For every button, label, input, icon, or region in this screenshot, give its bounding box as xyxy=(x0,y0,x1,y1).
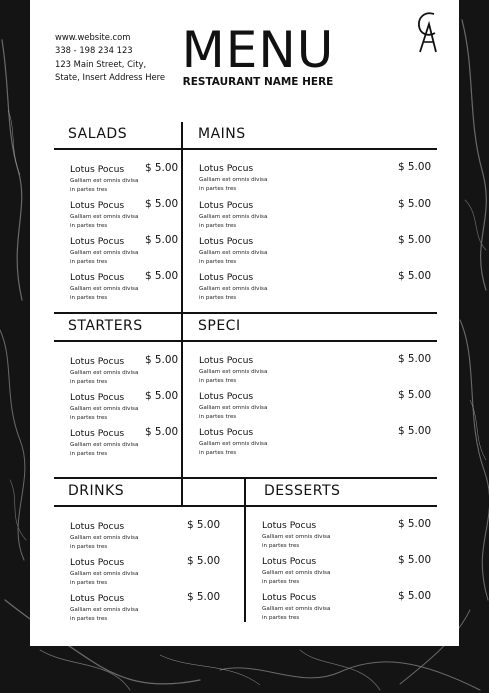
monogram-logo xyxy=(416,10,440,54)
item-price: $ 5.00 xyxy=(398,389,432,401)
section-title-desserts: DESSERTS xyxy=(264,483,341,499)
item-name: Lotus Pocus xyxy=(70,593,125,604)
divider-line xyxy=(54,340,437,342)
item-name: Lotus Pocus xyxy=(262,592,317,603)
item-price: $ 5.00 xyxy=(145,390,179,402)
item-description: Galliam est omnis divisa in partes tres xyxy=(199,250,268,265)
menu-item xyxy=(70,593,142,624)
item-name: Lotus Pocus xyxy=(70,164,125,175)
item-name: Lotus Pocus xyxy=(70,272,125,283)
item-description: Galliam est omnis divisa in partes tres xyxy=(70,607,139,622)
item-price: $ 5.00 xyxy=(145,354,179,366)
menu-item xyxy=(199,272,271,303)
column-divider xyxy=(181,477,183,505)
item-price: $ 5.00 xyxy=(145,198,179,210)
menu-item xyxy=(70,236,142,267)
item-price: $ 5.00 xyxy=(398,198,432,210)
divider-line xyxy=(54,148,437,150)
phone-text: 338 - 198 234 123 xyxy=(55,45,133,56)
item-name: Lotus Pocus xyxy=(199,272,254,283)
column-divider xyxy=(244,477,246,622)
item-name: Lotus Pocus xyxy=(262,520,317,531)
column-divider xyxy=(181,122,183,312)
item-name: Lotus Pocus xyxy=(70,557,125,568)
divider-line xyxy=(54,312,437,314)
menu-item xyxy=(199,200,271,231)
item-description: Galliam est omnis divisa in partes tres xyxy=(70,370,139,385)
menu-item xyxy=(262,592,334,623)
item-name: Lotus Pocus xyxy=(70,392,125,403)
item-price: $ 5.00 xyxy=(398,270,432,282)
menu-item xyxy=(199,163,271,194)
item-price: $ 5.00 xyxy=(398,425,432,437)
item-price: $ 5.00 xyxy=(145,162,179,174)
section-title-speci: SPECI xyxy=(198,318,241,334)
column-divider xyxy=(181,312,183,478)
item-description: Galliam est omnis divisa in partes tres xyxy=(70,535,139,550)
menu-item xyxy=(199,391,271,422)
menu-item xyxy=(70,557,142,588)
section-title-mains: MAINS xyxy=(198,126,246,142)
item-price: $ 5.00 xyxy=(398,161,432,173)
item-description: Galliam est omnis divisa in partes tres xyxy=(199,405,268,420)
section-title-salads: SALADS xyxy=(68,126,128,142)
item-description: Galliam est omnis divisa in partes tres xyxy=(70,178,139,193)
section-title-drinks: DRINKS xyxy=(68,483,125,499)
menu-item xyxy=(199,355,271,386)
item-description: Galliam est omnis divisa in partes tres xyxy=(70,286,139,301)
item-description: Galliam est omnis divisa in partes tres xyxy=(70,250,139,265)
item-name: Lotus Pocus xyxy=(199,236,254,247)
item-description: Galliam est omnis divisa in partes tres xyxy=(199,214,268,229)
item-name: Lotus Pocus xyxy=(199,200,254,211)
item-name: Lotus Pocus xyxy=(199,355,254,366)
item-price: $ 5.00 xyxy=(398,518,432,530)
menu-item xyxy=(262,520,334,551)
item-price: $ 5.00 xyxy=(187,591,221,603)
address-line-1: 123 Main Street, City, xyxy=(55,58,147,69)
item-name: Lotus Pocus xyxy=(199,391,254,402)
menu-item xyxy=(70,428,142,459)
item-description: Galliam est omnis divisa in partes tres xyxy=(262,570,331,585)
restaurant-name: RESTAURANT NAME HERE xyxy=(182,76,334,88)
item-name: Lotus Pocus xyxy=(262,556,317,567)
menu-item xyxy=(199,427,271,458)
menu-item xyxy=(199,236,271,267)
item-description: Galliam est omnis divisa in partes tres xyxy=(70,406,139,421)
item-name: Lotus Pocus xyxy=(199,163,254,174)
item-description: Galliam est omnis divisa in partes tres xyxy=(70,442,139,457)
menu-item xyxy=(70,164,142,195)
item-price: $ 5.00 xyxy=(187,555,221,567)
item-description: Galliam est omnis divisa in partes tres xyxy=(199,177,268,192)
item-price: $ 5.00 xyxy=(398,590,432,602)
menu-item xyxy=(70,392,142,423)
item-description: Galliam est omnis divisa in partes tres xyxy=(262,606,331,621)
item-name: Lotus Pocus xyxy=(70,428,125,439)
item-description: Galliam est omnis divisa in partes tres xyxy=(199,441,268,456)
item-description: Galliam est omnis divisa in partes tres xyxy=(199,369,268,384)
contact-info xyxy=(55,31,165,85)
item-description: Galliam est omnis divisa in partes tres xyxy=(199,286,268,301)
item-description: Galliam est omnis divisa in partes tres xyxy=(70,214,139,229)
menu-item xyxy=(70,272,142,303)
item-price: $ 5.00 xyxy=(145,270,179,282)
item-price: $ 5.00 xyxy=(187,519,221,531)
section-title-starters: STARTERS xyxy=(68,318,143,334)
item-description: Galliam est omnis divisa in partes tres xyxy=(70,571,139,586)
menu-item xyxy=(70,356,142,387)
address-line-2: State, Insert Address Here xyxy=(55,72,166,83)
item-price: $ 5.00 xyxy=(398,554,432,566)
menu-item xyxy=(70,200,142,231)
item-price: $ 5.00 xyxy=(145,426,179,438)
item-name: Lotus Pocus xyxy=(70,356,125,367)
item-price: $ 5.00 xyxy=(398,234,432,246)
menu-item xyxy=(262,556,334,587)
item-name: Lotus Pocus xyxy=(70,236,125,247)
menu-title: MENU xyxy=(181,21,335,79)
item-price: $ 5.00 xyxy=(145,234,179,246)
item-price: $ 5.00 xyxy=(398,353,432,365)
item-name: Lotus Pocus xyxy=(199,427,254,438)
item-name: Lotus Pocus xyxy=(70,521,125,532)
item-name: Lotus Pocus xyxy=(70,200,125,211)
menu-item xyxy=(70,521,142,552)
website-text: www.website.com xyxy=(55,32,131,42)
menu-sheet xyxy=(30,0,459,646)
item-description: Galliam est omnis divisa in partes tres xyxy=(262,534,331,549)
